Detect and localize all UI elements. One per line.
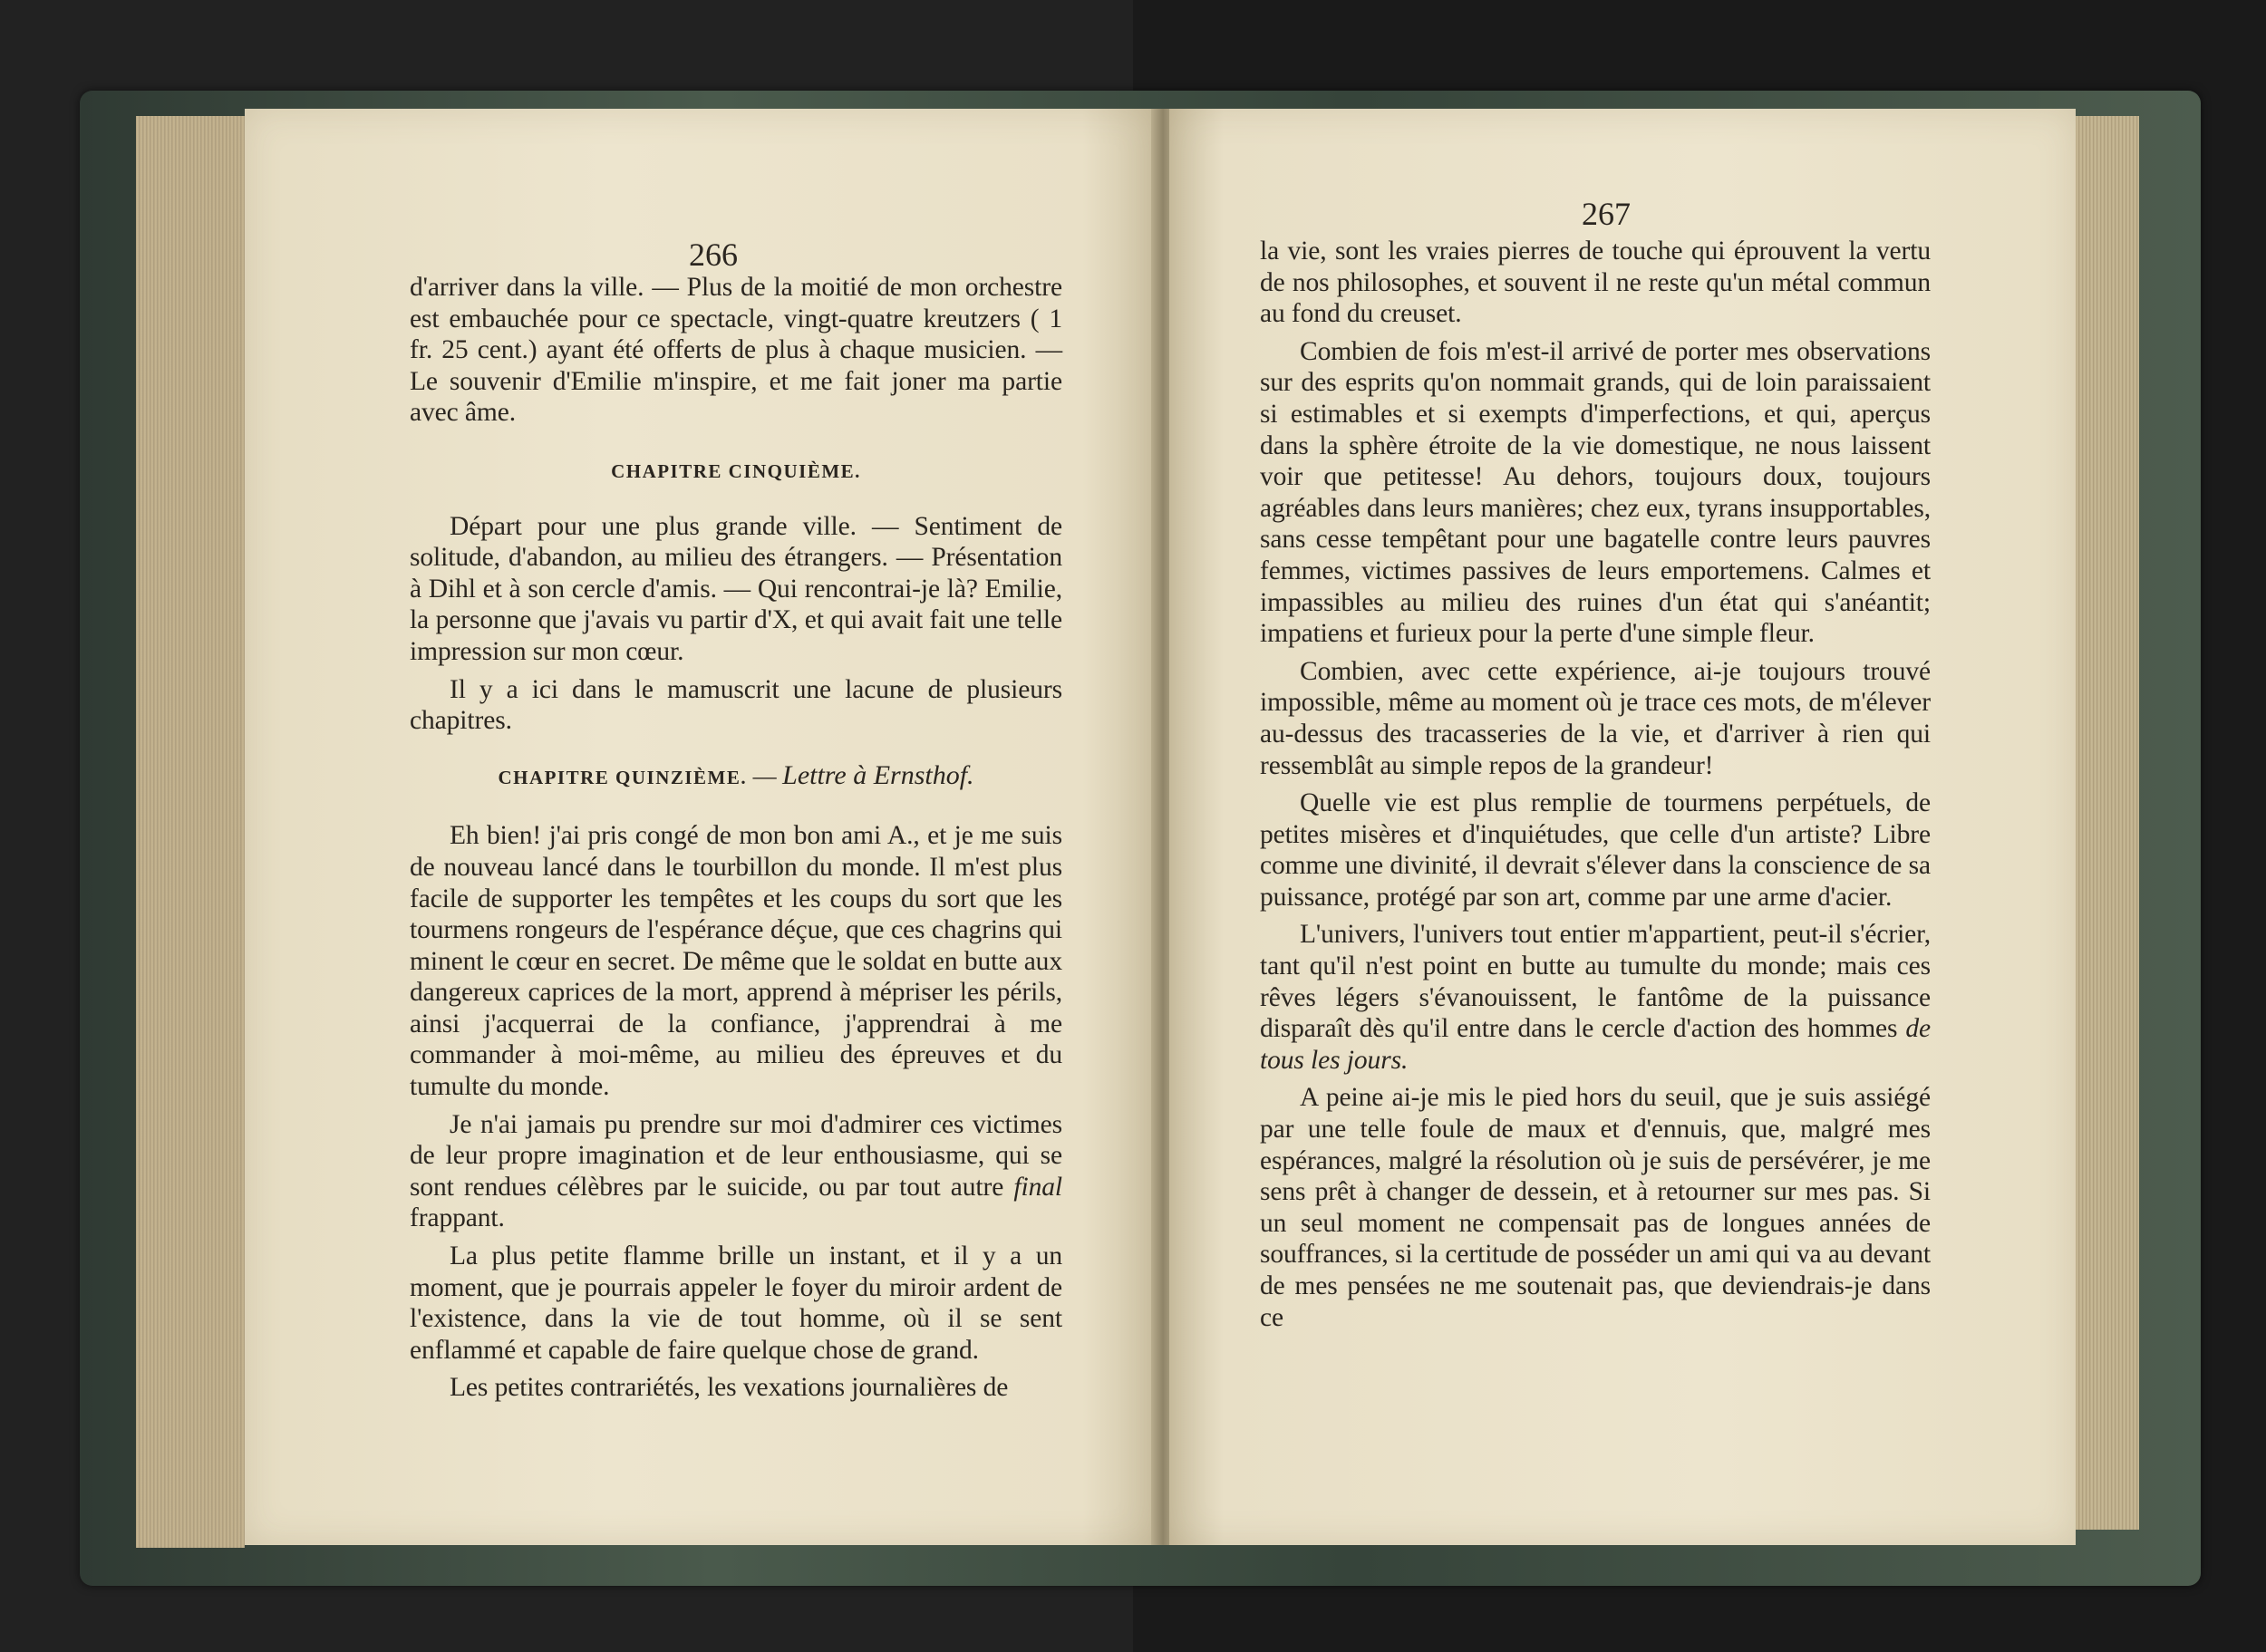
right-page	[1169, 109, 2076, 1545]
paragraph: la vie, sont les vraies pierres de touche qui éprouvent la vertu de nos philosophes, et souvent il ne reste qu'un métal commun au fond du creuset.	[1260, 237, 1931, 329]
chapter-heading-title: CHAPITRE QUINZIÈME.	[498, 766, 748, 788]
paragraph: Combien de fois m'est-il arrivé de porter mes observations sur des esprits qu'on nommait grands, qui de loin paraissaient si estimables et si exempts d'imperfections, et qui, aperçus dans la sphère étroite de la vie domestique, ne nous laissent voir que petitesse! Au dehors, toujours doux, toujours agréables dans leurs manières; chez eux, tyrans insupportables, sans cesse tempêtant pour une bagatelle contre leurs pauvres femmes, victimes passives de leurs emportemens. Calmes et impassibles au milieu des ruines d'un état qui s'anéantit; impatiens et furieux pour la perte d'une simple fleur.	[1260, 336, 1931, 649]
chapter-heading-dash: —	[747, 762, 783, 789]
left-page	[245, 109, 1156, 1545]
chapter-heading-subtitle: Lettre à Ernsthof.	[782, 759, 974, 790]
paragraph: Départ pour une plus grande ville. — Sentiment de solitude, d'abandon, au milieu des étrangers. — Présentation à Dihl et à son cercle d'amis. — Qui rencontrai-je là? Emilie, la personne que j'avais vu partir d'X, et qui avait fait une telle impression sur mon cœur.	[410, 511, 1062, 666]
paragraph-text: frappant.	[410, 1203, 505, 1233]
italic-phrase: de tous les jours.	[1260, 1014, 1931, 1075]
paragraph: Quelle vie est plus remplie de tourmens perpétuels, de petites misères et d'inquiétudes, que celle d'un artiste? Libre comme une divinité, il devrait s'élever dans la conscience de sa puissance, protégé par son art, comme par une arme d'acier.	[1260, 788, 1931, 912]
left-page-text	[410, 272, 1062, 1404]
paragraph: A peine ai-je mis le pied hors du seuil, que je suis assiégé par une telle foule de maux et d'ennuis, que, malgré mes espérances, malgré la résolution où je suis de persévérer, je me sens prêt à changer de dessein, et à retourner sur mes pas. Si un seul moment ne compensait pas de longues années de souffrances, si la certitude de posséder un ami qui va au devant de mes pensées ne me soutenait pas, que deviendrais-je dans ce	[1260, 1083, 1931, 1332]
paragraph-text: L'univers, l'univers tout entier m'appartient, peut-il s'écrier, tant qu'il n'est point en butte au tumulte du monde; mais ces rêves légers s'évanouissent, le fantôme de la puissance disparaît dès qu'il entre dans le cercle d'action des hommes	[1260, 920, 1931, 1044]
page-edges-left	[136, 116, 245, 1548]
page-edges-right	[2076, 116, 2139, 1530]
paragraph: Les petites contrariétés, les vexations journalières de	[450, 1373, 1009, 1403]
right-page-text	[1260, 236, 1931, 1333]
chapter-heading: CHAPITRE CINQUIÈME.	[611, 459, 861, 482]
chapter-heading	[410, 760, 1062, 794]
italic-word: final	[1013, 1172, 1062, 1202]
page-number-left: 266	[689, 237, 738, 273]
paragraph: Eh bien! j'ai pris congé de mon bon ami A., et je me suis de nouveau lancé dans le tourbillon du monde. Il m'est plus facile de supporter les tempêtes et les coups du sort que les tourmens rongeurs de l'espérance déçue, que ces chagrins qui minent le cœur en secret. De même que le soldat en butte aux dangereux caprices de la mort, apprend à mépriser les périls, ainsi j'acquerrai de la confiance, j'apprendrai à me commander à moi-même, au milieu des épreuves et du tumulte du monde.	[410, 821, 1062, 1102]
page-number-right: 267	[1582, 196, 1631, 232]
paragraph	[410, 1109, 1062, 1234]
paragraph: La plus petite flamme brille un instant, et il y a un moment, que je pourrais appeler le foyer du miroir ardent de l'existence, dans la vie de tout homme, où il se sent enflammé et capable de faire quelque chose de grand.	[410, 1241, 1062, 1365]
paragraph: Il y a ici dans le mamuscrit une lacune de plusieurs chapitres.	[410, 674, 1062, 736]
paragraph: Combien, avec cette expérience, ai-je toujours trouvé impossible, même au moment où je trace ces mots, de m'élever au-dessus des tracasseries de la vie, et d'arriver à rien qui ressemblât au simple repos de la grandeur!	[1260, 656, 1931, 780]
paragraph: d'arriver dans la ville. — Plus de la moitié de mon orchestre est embauchée pour ce spectacle, vingt-quatre kreutzers ( 1 fr. 25 cent.) ayant été offerts de plus à chaque musicien. — Le souvenir d'Emilie m'inspire, et me fait joner ma partie avec âme.	[410, 273, 1062, 428]
paragraph-text: Je n'ai jamais pu prendre sur moi d'admirer ces victimes de leur propre imagination et de leur enthousiasme, qui se sont rendues célèbres par le suicide, ou par tout autre	[410, 1109, 1062, 1202]
paragraph	[1260, 919, 1931, 1076]
